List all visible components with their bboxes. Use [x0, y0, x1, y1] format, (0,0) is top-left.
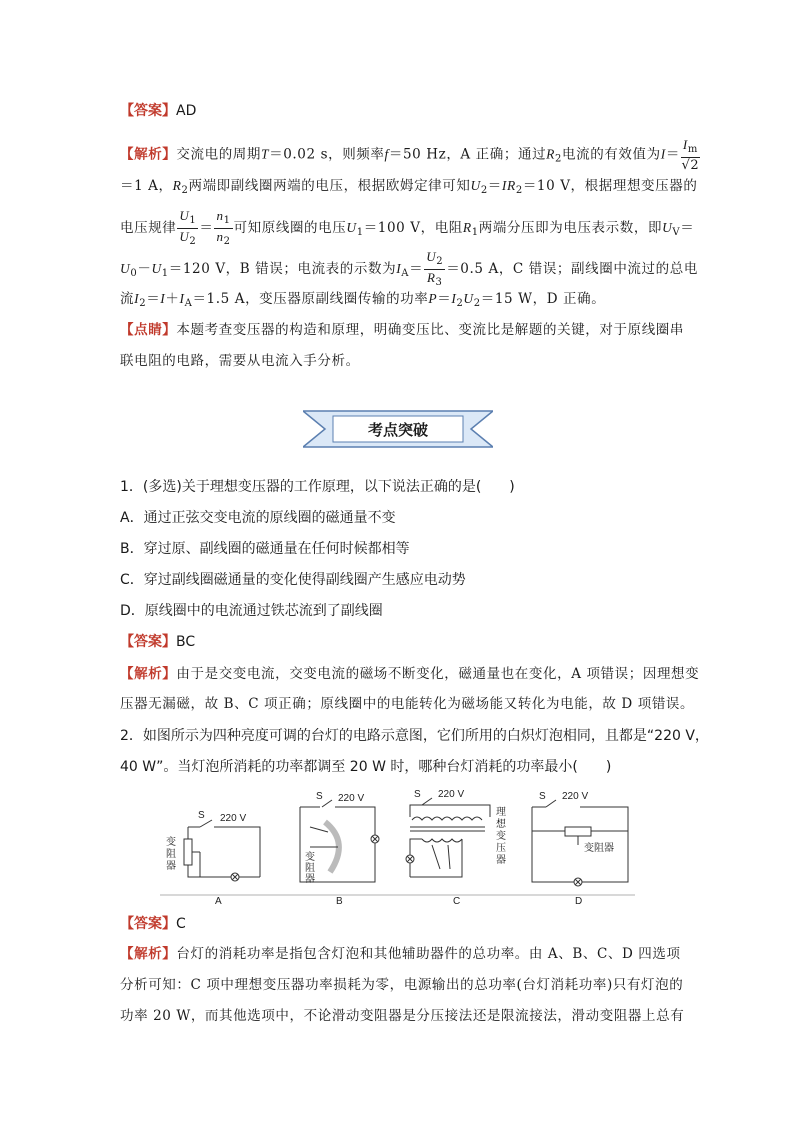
- svg-text:想: 想: [496, 819, 506, 830]
- svg-text:220 V: 220 V: [562, 791, 589, 802]
- analysis-line-5: 流$I_2=I+I_A=1.5$ A，变压器原副线圈传输的功率$P=I_2U_2=15$ W，D 正确。: [120, 291, 606, 309]
- analysis-line-3: 电压规律 $\frac{U_1}{U_2}$ ＝ $\frac{n_1}{n_2}$ 可知原线圈的电压$U_1=100$ V，电阻$R_1$两端分压即为电压表示数，即$U_V=$: [120, 208, 695, 247]
- q2-answer-row: 【答案】C: [120, 916, 186, 932]
- q2-answer: C: [176, 916, 186, 932]
- svg-text:阻: 阻: [305, 863, 315, 874]
- section-banner: [303, 409, 493, 449]
- svg-text:压: 压: [496, 843, 506, 854]
- q1-answer-row: 【答案】BC: [120, 634, 196, 650]
- fraction-u1-u2: $\frac{U_1}{U_2}$: [179, 208, 197, 247]
- q1-answer: BC: [176, 634, 196, 650]
- q1-option-b: B．穿过原、副线圈的磁通量在任何时候都相等: [120, 541, 410, 557]
- svg-text:S: S: [414, 789, 421, 800]
- svg-text:S: S: [539, 791, 546, 802]
- banner-title: 考点突破: [367, 421, 429, 439]
- q2-analysis-line-2: 分析可知：C 项中理想变压器功率损耗为零，电源输出的总功率(台灯消耗功率)只有灯泡的: [120, 977, 684, 993]
- svg-text:理: 理: [496, 807, 506, 818]
- q1-analysis-line-1: 【解析】由于是交变电流，交变电流的磁场不断变化，磁通量也在变化，A 项错误；因理想变: [120, 666, 700, 682]
- fraction-n1-n2: $\frac{n_1}{n_2}$: [216, 208, 231, 247]
- svg-text:B: B: [336, 896, 343, 907]
- q1-option-d: D．原线圈中的电流通过铁芯流到了副线圈: [120, 603, 383, 619]
- svg-text:变阻器: 变阻器: [584, 843, 614, 854]
- fraction-u2-r3: $\frac{U_2}{R_3}$: [426, 249, 444, 288]
- q1-option-c: C．穿过副线圈磁通量的变化使得副线圈产生感应电动势: [120, 572, 466, 588]
- circuit-d: [532, 791, 628, 907]
- svg-text:C: C: [453, 896, 461, 907]
- analysis-line-1: 【解析】交流电的周期T＝0.02 s，则频率f＝50 Hz，A 正确；通过$R_2$电流的有效值为I＝ $\frac{I_m}{√2}$: [120, 137, 700, 173]
- q1-stem: 1．(多选)关于理想变压器的工作原理，以下说法正确的是( ): [120, 479, 515, 495]
- analysis-line-4: $U_0-U_1=120$ V，B 错误；电流表的示数为$I_A=$ $\frac{U_2}{R_3}$ ＝0.5 A，C 错误；副线圈中流过的总电: [120, 249, 698, 288]
- svg-text:变: 变: [166, 837, 176, 848]
- answer-value: AD: [176, 103, 197, 119]
- svg-text:S: S: [198, 810, 205, 821]
- svg-text:器: 器: [166, 861, 176, 872]
- q1-option-a: A．通过正弦交变电流的原线圈的磁通量不变: [120, 510, 396, 526]
- circuit-b: [300, 791, 379, 907]
- circuit-a: [166, 810, 260, 907]
- q2-analysis-line-1: 【解析】台灯的消耗功率是指包含灯泡和其他辅助器件的总功率。由 A、B、C、D 四选项: [120, 946, 681, 962]
- svg-text:器: 器: [305, 874, 315, 885]
- analysis-line-2: ＝1 A，$R_2$两端即副线圈两端的电压，根据欧姆定律可知$U_2=IR_2=10$ V，根据理想变压器的: [120, 178, 698, 196]
- tip-line-1: 【点睛】本题考查变压器的构造和原理，明确变压比、变流比是解题的关键，对于原线圈串: [120, 322, 685, 338]
- svg-text:变: 变: [305, 852, 315, 863]
- svg-text:D: D: [575, 896, 583, 907]
- svg-text:S: S: [316, 791, 323, 802]
- svg-text:变: 变: [496, 831, 506, 842]
- q2-analysis-line-3: 功率 20 W，而其他选项中，不论滑动变阻器是分压接法还是限流接法，滑动变阻器上总有: [120, 1008, 685, 1024]
- svg-text:阻: 阻: [166, 849, 176, 860]
- answer-row-1: [120, 101, 196, 121]
- svg-text:220 V: 220 V: [220, 813, 247, 824]
- q1-analysis-line-2: 压器无漏磁，故 B、C 项正确；原线圈中的电能转化为磁场能又转化为电能，故 D 项错误。: [120, 696, 695, 712]
- svg-text:220 V: 220 V: [338, 793, 365, 804]
- circuit-figure: [160, 787, 635, 907]
- circuit-c: [406, 789, 507, 907]
- answer-tag: 【答案】: [120, 103, 176, 119]
- q2-stem-line-2: 40 W”。当灯泡所消耗的功率都调至 20 W 时，哪种台灯消耗的功率最小( ): [120, 759, 612, 775]
- svg-text:220 V: 220 V: [438, 789, 465, 800]
- fraction-im-sqrt2: $\frac{I_m}{√2}$: [681, 137, 700, 173]
- q2-stem-line-1: 2．如图所示为四种亮度可调的台灯的电路示意图，它们所用的白炽灯泡相同，且都是“220 V，: [120, 728, 709, 744]
- svg-text:A: A: [215, 896, 222, 907]
- tip-tag: 【点睛】: [120, 322, 177, 338]
- tip-line-2: 联电阻的电路，需要从电流入手分析。: [120, 353, 360, 369]
- svg-text:器: 器: [496, 855, 506, 866]
